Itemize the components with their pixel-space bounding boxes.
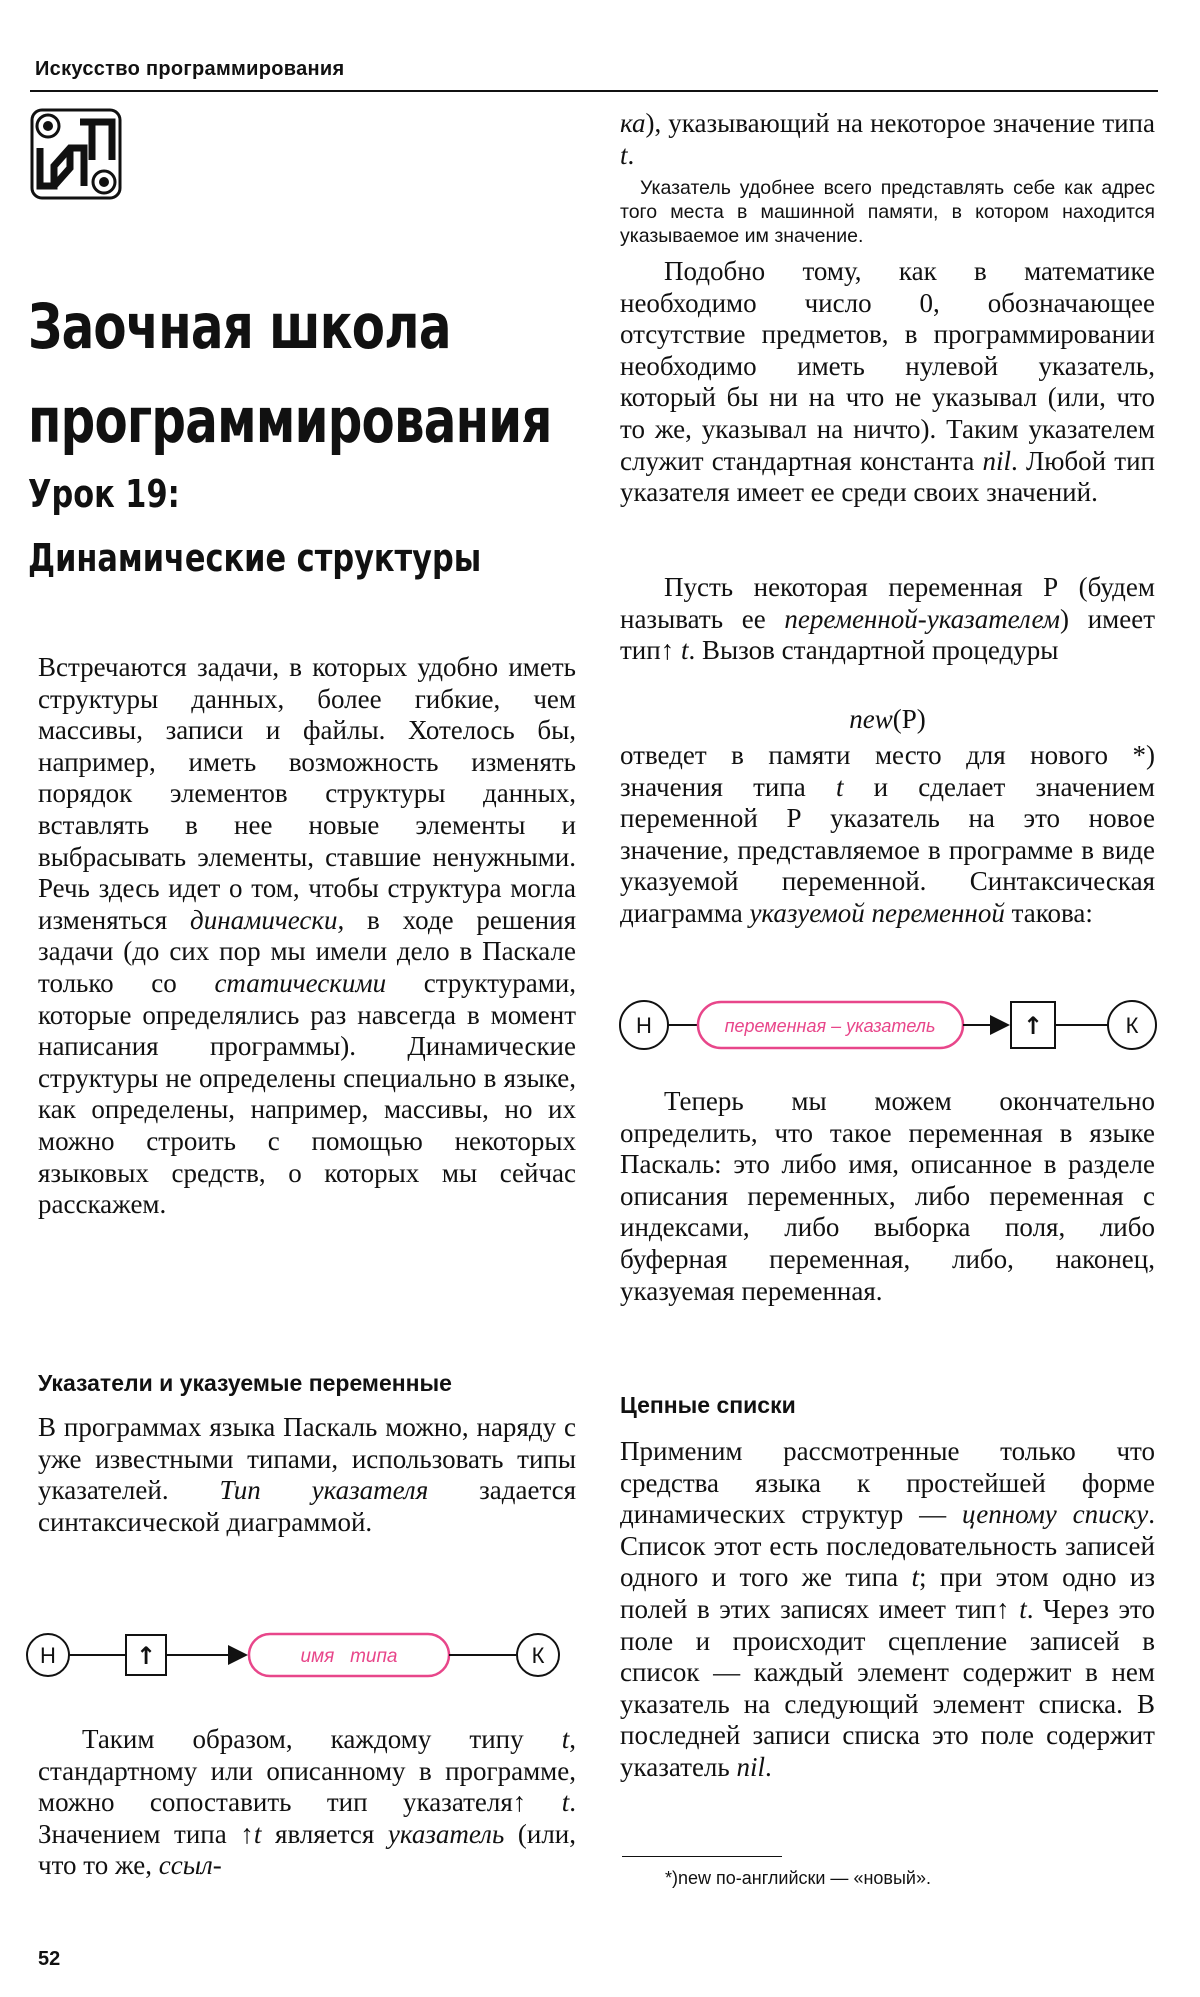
emphasis-run: nil — [736, 1751, 765, 1782]
emphasis-run: указатель — [387, 1818, 505, 1849]
formula-func: new — [849, 704, 893, 734]
emphasis-run: Тип указателя — [219, 1475, 429, 1506]
emphasis-run: статическими — [214, 967, 387, 998]
text-run: Применим рассмотренные только что средства языка к простейшей форме динамических структур — — [620, 1436, 1155, 1530]
definition-text: Теперь мы можем окончательно определить, что такое переменная в языке Паскаль: это либо имя, описанное в разделе описания переменных, либо переменная с индексами, либо выборка поля, либо буферная переменная, либо, наконец, указуемая переменная. — [620, 1086, 1155, 1306]
text-run: . Список этот есть последовательность записей одного и того же типа — [620, 1499, 1155, 1593]
emphasis-run: t — [911, 1562, 919, 1593]
text-run: , стандартному или описанному в программе, можно сопоставить тип указателя↑ — [38, 1724, 576, 1818]
subhead-chain-lists: Цепные списки — [620, 1392, 796, 1418]
footnote: *)new по-английски — «новый». — [665, 1868, 931, 1888]
text-run: Пусть некоторая переменная Р (будем называть ее — [620, 572, 1155, 634]
intro-paragraph — [38, 652, 576, 1221]
article-title — [28, 280, 552, 468]
text-run: Таким образом, каждому типу — [82, 1724, 562, 1754]
text-run: ; при этом одно из полей в этих записях имеет тип↑ — [620, 1562, 1155, 1624]
text-run: Подобно тому, как в математике необходимо число 0, обозначающее отсутствие предметов, в программировании необходимо иметь нулевой указатель, который бы ни на что не указывал (или, что то же, указывал на ничто). Таким указателем служит стандартная константа — [620, 256, 1155, 476]
title-line-1: Заочная школа — [28, 290, 451, 363]
footnote-rule — [622, 1856, 782, 1857]
new-formula — [620, 704, 1155, 736]
diagram1-pill-label: имя типа — [300, 1646, 398, 1667]
text-run: ) имеет тип↑ — [620, 603, 1156, 666]
text-run: и сделает значением переменной Р указатель на это новое значение, представляемое в программе в виде указуемой переменной. Синтаксическая диаграмма — [620, 771, 1155, 928]
text-run: В программах языка Паскаль можно, наряду с уже известными типами, использовать типы указателей. — [38, 1412, 576, 1506]
text-run: . Через это поле и происходит сцепление записей в список — каждый элемент содержит в нем указатель на следующий элемент списка. В последней записи списка это поле содержит указатель — [620, 1593, 1155, 1782]
new-paragraph — [620, 572, 1155, 667]
diagram1-end: К — [531, 1643, 545, 1668]
ip-logo-icon — [30, 108, 122, 200]
text-run: отведет в памяти место для нового *) значения типа — [620, 740, 1155, 802]
emphasis-run: t — [680, 635, 689, 666]
definition-paragraph — [620, 1086, 1155, 1307]
text-run: . Любой тип указателя имеет ее среди своих значений. — [620, 445, 1155, 508]
nil-text — [620, 256, 1155, 509]
diagram2-arrow-icon: ↑ — [1022, 1012, 1044, 1040]
emphasis-run: t — [561, 1724, 570, 1754]
emphasis-run: динамически, — [190, 904, 345, 935]
diagram1-start: Н — [40, 1643, 56, 1668]
lesson-number: Урок 19: — [28, 472, 180, 516]
emphasis-run: указуемой переменной — [749, 897, 1005, 928]
diagram2-start: Н — [636, 1013, 652, 1038]
formula-arg: (P) — [892, 704, 926, 734]
title-line-2: программирования — [28, 384, 552, 457]
nil-paragraph — [620, 256, 1155, 509]
diagram2-end: К — [1125, 1013, 1139, 1038]
emphasis-run: nil — [982, 445, 1011, 476]
pointer-note: Указатель удобнее всего представлять себе как адрес того места в машинной памяти, в котором находится указываемое им значение. — [620, 177, 1155, 247]
diagram2-pill-label: переменная – указатель — [724, 1016, 936, 1036]
lesson-topic: Динамические структуры — [28, 536, 482, 580]
emphasis-run: t — [253, 1818, 262, 1849]
text-run: задается синтаксической диаграммой. — [38, 1475, 576, 1537]
text-run: в ходе решения задачи (до сих пор мы имели дело в Паскале только со — [38, 904, 576, 998]
text-run: структурами, которые определялись раз навсегда в момент написания программы). Динамические структуры не определены специально в языке, как определены, например, массивы, но их можно строить с помощью некоторых языковых средств, о которых мы сейчас расскажем. — [38, 967, 577, 1220]
running-header: Искусство программирования — [35, 58, 345, 80]
emphasis-run: переменной-указателем — [784, 603, 1060, 634]
text-run: . Значением типа ↑ — [38, 1787, 576, 1849]
text-run: (или, что то же, — [38, 1818, 576, 1881]
text-run: . — [627, 139, 635, 170]
emphasis-run: ка — [620, 108, 646, 138]
text-run: ), указывающий на некоторое значение типа — [645, 108, 1155, 138]
text-run: такова: — [1004, 897, 1093, 928]
emphasis-run: t — [835, 771, 844, 802]
emphasis-run: t — [561, 1787, 570, 1818]
new-text — [620, 572, 1155, 667]
after-formula-paragraph — [620, 740, 1155, 930]
text-run: . Вызов стандартной процедуры — [688, 635, 1059, 666]
lists-text — [620, 1436, 1155, 1784]
text-run: является — [261, 1818, 388, 1849]
after-diagram-paragraph — [38, 1724, 576, 1882]
after-diagram-text — [38, 1724, 576, 1882]
intro-text — [38, 652, 576, 1221]
pointed-variable-diagram — [608, 990, 1168, 1060]
emphasis-run: t — [1019, 1593, 1027, 1624]
emphasis-run: t — [620, 139, 628, 170]
after-formula-text — [620, 740, 1155, 930]
emphasis-run: ссыл- — [158, 1850, 222, 1881]
continuation-text — [620, 108, 1155, 171]
pointer-type-diagram — [24, 1620, 584, 1690]
page-number: 52 — [38, 1948, 61, 1970]
text-run: . — [764, 1751, 772, 1782]
header-rule — [30, 90, 1158, 92]
continuation-paragraph — [620, 108, 1155, 171]
pointers-text — [38, 1412, 576, 1538]
diagram1-arrow-icon: ↑ — [135, 1642, 157, 1670]
emphasis-run: цепному списку — [962, 1499, 1149, 1530]
subhead-pointers: Указатели и указуемые переменные — [38, 1370, 452, 1396]
lists-paragraph — [620, 1436, 1155, 1784]
text-run: Встречаются задачи, в которых удобно иметь структуры данных, более гибкие, чем массивы, записи и файлы. Хотелось бы, например, иметь возможность изменять порядок элементов структуры данных, вставлять в нее новые элементы и выбрасывать элементы, ставшие ненужными. Речь здесь идет о том, чтобы структура могла изменяться — [38, 652, 576, 935]
pointers-paragraph — [38, 1412, 576, 1538]
